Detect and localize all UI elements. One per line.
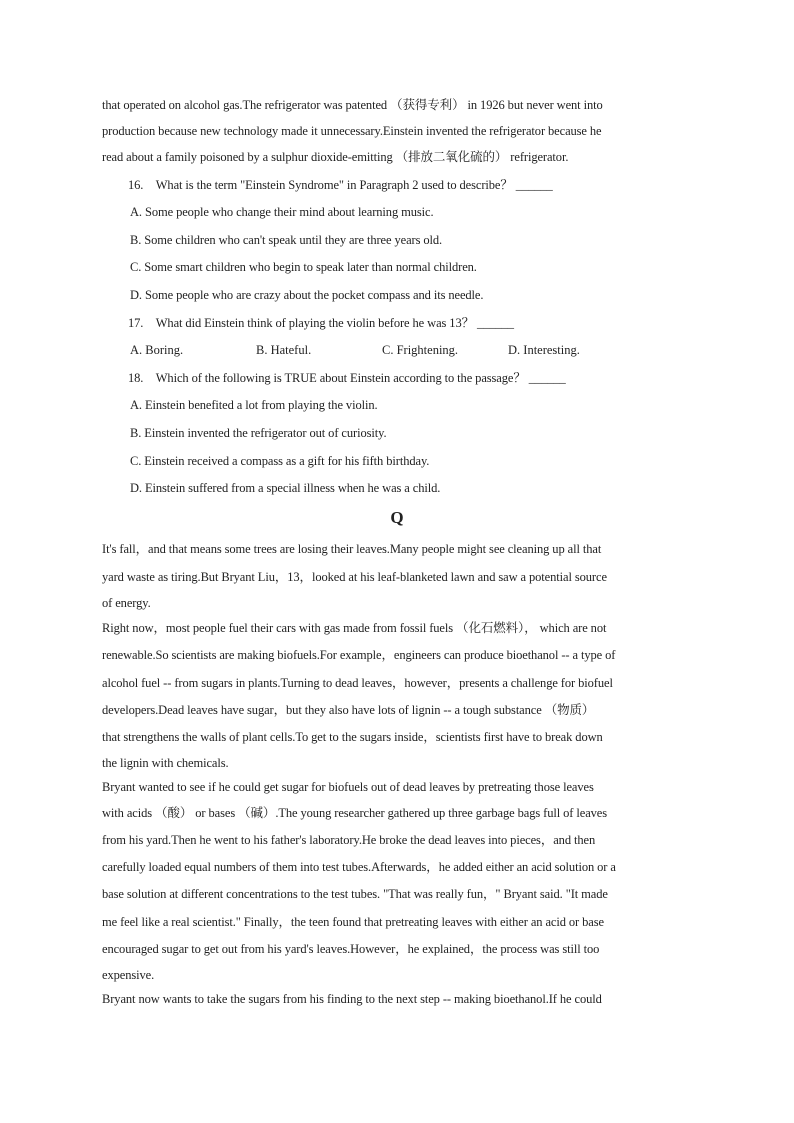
passage-q-line: Right now，most people fuel their cars with gas made from fossil fuels （化石燃料）， which are not xyxy=(102,621,607,635)
passage-q-line: expensive. xyxy=(102,968,155,982)
passage-q-line: Bryant wanted to see if he could get sugar for biofuels out of dead leaves by pretreating those leaves xyxy=(102,780,594,794)
passage-q-line: the lignin with chemicals. xyxy=(102,756,229,770)
passage-q-line: renewable.So scientists are making biofuels.For example，engineers can produce bioethanol -- a type of xyxy=(102,648,616,662)
passage-q-line: carefully loaded equal numbers of them into test tubes.Afterwards，he added either an acid solution or a xyxy=(102,860,616,874)
passage-q-line: with acids （酸） or bases （碱）.The young researcher gathered up three garbage bags full of leaves xyxy=(102,806,608,820)
question-18-option-a: A. Einstein benefited a lot from playing the violin. xyxy=(130,398,378,412)
question-18-option-c: C. Einstein received a compass as a gift for his fifth birthday. xyxy=(130,454,430,468)
question-16-option-c: C. Some smart children who begin to speak later than normal children. xyxy=(130,260,477,274)
question-18-option-d: D. Einstein suffered from a special illness when he was a child. xyxy=(130,481,441,495)
passage-line: read about a family poisoned by a sulphur dioxide-emitting （排放二氧化硫的） refrigerator. xyxy=(102,150,569,164)
question-17-stem: 17. What did Einstein think of playing the violin before he was 13？ ______ xyxy=(128,316,514,330)
question-18-option-b: B. Einstein invented the refrigerator out of curiosity. xyxy=(130,426,387,440)
passage-q-line: of energy. xyxy=(102,596,151,610)
section-heading: Q xyxy=(390,508,404,527)
question-16-option-b: B. Some children who can't speak until they are three years old. xyxy=(130,233,443,247)
passage-line: production because new technology made it unnecessary.Einstein invented the refrigerator because he xyxy=(102,124,602,138)
passage-q-line: encouraged sugar to get out from his yard's leaves.However，he explained，the process was still too xyxy=(102,942,600,956)
passage-q-line: me feel like a real scientist." Finally，the teen found that pretreating leaves with either an acid or base xyxy=(102,915,604,929)
question-17-option-a: A. Boring. xyxy=(130,343,184,357)
question-18-stem: 18. Which of the following is TRUE about Einstein according to the passage？ ______ xyxy=(128,371,566,385)
question-16-stem: 16. What is the term "Einstein Syndrome" in Paragraph 2 used to describe？ ______ xyxy=(128,178,553,192)
question-17-option-b: B. Hateful. xyxy=(256,343,312,357)
passage-q-line: base solution at different concentrations to the test tubes. "That was really fun，" Bryant said. "It made xyxy=(102,887,608,901)
passage-q-line: from his yard.Then he went to his father's laboratory.He broke the dead leaves into pieces，and then xyxy=(102,833,596,847)
passage-q-line: developers.Dead leaves have sugar，but they also have lots of lignin -- a tough substance （物质） xyxy=(102,703,595,717)
passage-line: that operated on alcohol gas.The refrigerator was patented （获得专利） in 1926 but never went into xyxy=(102,98,603,112)
passage-q-line: that strengthens the walls of plant cells.To get to the sugars inside，scientists first have to break down xyxy=(102,730,603,744)
question-17-options xyxy=(130,341,650,359)
passage-q-line: Bryant now wants to take the sugars from his finding to the next step -- making bioethanol.If he could xyxy=(102,992,602,1006)
question-16-option-a: A. Some people who change their mind about learning music. xyxy=(130,205,434,219)
question-16-option-d: D. Some people who are crazy about the pocket compass and its needle. xyxy=(130,288,484,302)
passage-q-line: It's fall，and that means some trees are losing their leaves.Many people might see cleaning up all that xyxy=(102,542,602,556)
question-17-option-d: D. Interesting. xyxy=(508,343,580,357)
question-17-option-c: C. Frightening. xyxy=(382,343,459,357)
passage-q-line: yard waste as tiring.But Bryant Liu，13，looked at his leaf-blanketed lawn and saw a potential source xyxy=(102,570,607,584)
passage-q-line: alcohol fuel -- from sugars in plants.Turning to dead leaves，however，presents a challenge for biofuel xyxy=(102,676,613,690)
